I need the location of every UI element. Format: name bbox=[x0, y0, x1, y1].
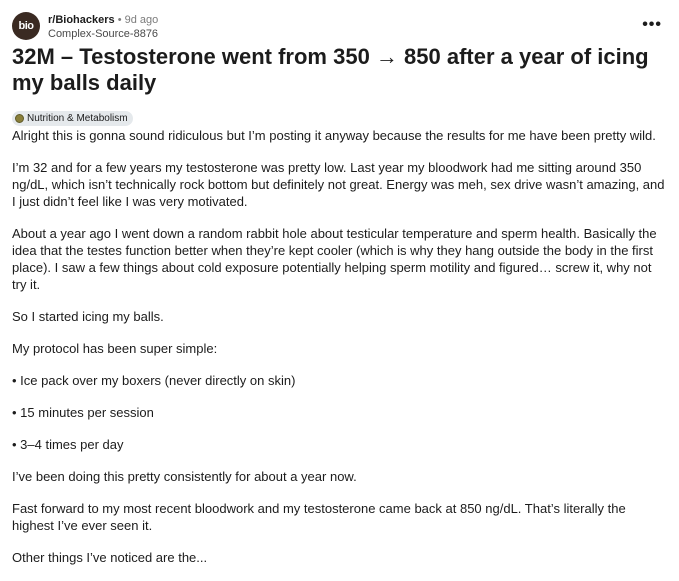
list-item: • 15 minutes per session bbox=[12, 405, 154, 420]
body-paragraph: So I started icing my balls. bbox=[12, 309, 164, 324]
post-age: 9d ago bbox=[124, 14, 159, 26]
author-link[interactable]: Complex-Source-8876 bbox=[48, 28, 159, 40]
meta-separator: • bbox=[117, 14, 122, 26]
body-paragraph: I’ve been doing this pretty consistently for about a year now. bbox=[12, 469, 357, 484]
more-options-icon[interactable]: ••• bbox=[642, 16, 662, 33]
body-paragraph: Alright this is gonna sound ridiculous but I’m posting it anyway because the results for me have been pretty wild. bbox=[12, 128, 656, 143]
body-paragraph: I’m 32 and for a few years my testosterone was pretty low. Last year my bloodwork had me sitting around 350 ng/dL, which isn’t technically rock bottom but definitely not great. Energy was meh, sex drive wasn’t amazing, and I just didn’t feel like I was very motivated. bbox=[12, 160, 665, 209]
body-paragraph: My protocol has been super simple: bbox=[12, 341, 218, 356]
flair-icon bbox=[15, 114, 24, 123]
subreddit-avatar[interactable]: bio bbox=[12, 12, 40, 40]
post-header bbox=[12, 10, 667, 44]
subreddit-link[interactable]: r/Biohackers bbox=[48, 14, 115, 26]
list-item: • 3–4 times per day bbox=[12, 437, 124, 452]
post-title: 32M – Testosterone went from 350 → 850 after a year of icing my balls daily bbox=[12, 44, 649, 95]
body-paragraph: Other things I’ve noticed are the... bbox=[12, 550, 208, 565]
post-body bbox=[12, 127, 667, 581]
post-meta bbox=[48, 13, 158, 41]
body-paragraph: About a year ago I went down a random rabbit hole about testicular temperature and sperm health. Basically the idea that the testes function better when they’re kept cooler (which is why they hang outside the body in the first place). I saw a few things about cold exposure potentially helping sperm motility and figured… screw it, why not try it. bbox=[12, 226, 657, 292]
body-paragraph: Fast forward to my most recent bloodwork and my testosterone came back at 850 ng/dL. That’s literally the highest I’ve ever seen it. bbox=[12, 501, 626, 533]
flair-label: Nutrition & Metabolism bbox=[27, 113, 128, 124]
list-item: • Ice pack over my boxers (never directly on skin) bbox=[12, 373, 296, 388]
post-flair[interactable] bbox=[12, 111, 133, 126]
